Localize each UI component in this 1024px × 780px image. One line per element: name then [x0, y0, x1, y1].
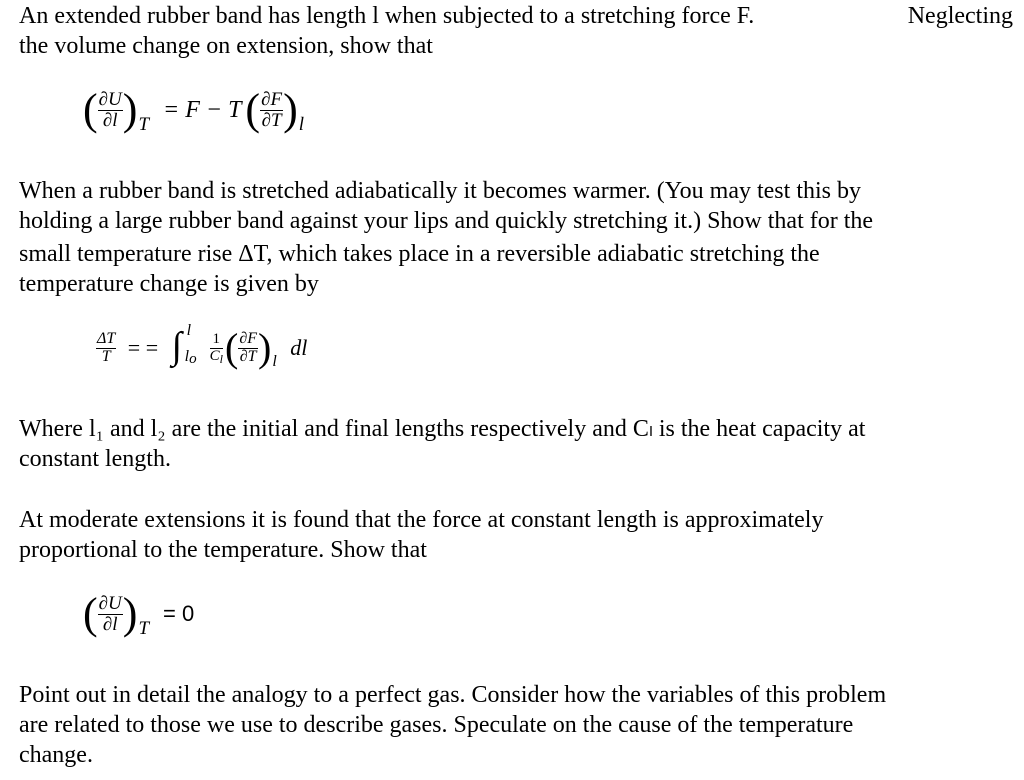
eq1-rhs-fraction: [260, 90, 283, 131]
eq2-coeff-denominator: [210, 349, 223, 365]
para5-line-2: are related to those we use to describe gases. Speculate on the cause of the temperature: [19, 712, 854, 738]
para2-line-2: holding a large rubber band against your lips and quickly stretching it.) Show that for the: [19, 208, 874, 234]
eq2-inner-fraction: [238, 331, 258, 366]
equation-1: [83, 85, 305, 135]
eq3-lhs-fraction: [98, 594, 123, 635]
eq2-lhs-numerator: ΔT: [97, 329, 116, 347]
eq3-lhs-numerator: ∂U: [98, 592, 122, 614]
para3-line-1: Where l₁ and l₂ are the initial and final lengths respectively and Cₗ is the heat capacity at: [19, 416, 866, 442]
para4-line-1: At moderate extensions it is found that the force at constant length is approximately: [19, 507, 824, 533]
intro-neglecting: Neglecting: [907, 3, 1013, 29]
eq2-coeff-numerator: 1: [210, 332, 223, 349]
eq2-integral-group: [171, 322, 212, 370]
para3-line-2: constant length.: [19, 446, 171, 472]
eq1-lhs-subscript: T: [138, 113, 150, 135]
eq1-lhs-fraction: [98, 90, 123, 131]
eq2-dl: dl: [290, 335, 308, 360]
eq2-coeff-fraction: [210, 332, 223, 365]
para4-line-2: proportional to the temperature. Show that: [19, 537, 427, 563]
eq1-rhs-numerator: ∂F: [261, 88, 283, 110]
eq2-upper-limit: l: [186, 322, 192, 339]
paren-close: ): [258, 325, 272, 370]
eq1-rhs-denominator: ∂T: [261, 109, 282, 131]
intro-line-1: An extended rubber band has length l when subjected to a stretching force F.: [19, 3, 755, 29]
para2-line-4: temperature change is given by: [19, 271, 319, 297]
intro-line-2: the volume change on extension, show that: [19, 33, 433, 59]
paren-open: (: [83, 85, 98, 134]
paren-open: (: [83, 589, 98, 638]
para5-line-1: Point out in detail the analogy to a perfect gas. Consider how the variables of this problem: [19, 682, 887, 708]
eq2-lhs-fraction: [96, 331, 116, 366]
eq2-equals: = =: [127, 335, 159, 360]
eq2-coeff-c: C: [209, 347, 220, 364]
eq1-rhs-subscript: l: [298, 113, 305, 135]
paren-open: (: [224, 325, 239, 370]
eq3-rhs: = 0: [163, 601, 195, 626]
eq2-lhs-denominator: T: [101, 347, 111, 365]
paren-close: ): [122, 85, 138, 134]
eq2-inner-subscript: l: [272, 353, 277, 371]
para2-line-1: When a rubber band is stretched adiabatically it becomes warmer. (You may test this by: [19, 178, 861, 204]
paren-close: ): [283, 85, 298, 134]
eq2-lower-limit-base: l: [184, 348, 190, 365]
eq2-inner-denominator: ∂T: [239, 347, 257, 365]
eq2-inner-numerator: ∂F: [239, 329, 257, 347]
eq3-lhs-denominator: ∂l: [102, 613, 118, 635]
eq1-lhs-numerator: ∂U: [98, 88, 122, 110]
equation-2: [96, 322, 308, 371]
paren-open: (: [245, 85, 261, 134]
eq1-lhs-denominator: ∂l: [102, 109, 118, 131]
eq2-coeff-c-subscript: l: [219, 351, 223, 366]
para2-line-3: small temperature rise ΔT, which takes place in a reversible adiabatic stretching the: [19, 241, 820, 267]
eq2-lower-limit-subscript: o: [189, 351, 197, 367]
equation-3: [83, 589, 195, 639]
paren-close: ): [122, 589, 138, 638]
integral-sign: ∫: [171, 325, 183, 367]
para5-line-3: change.: [19, 742, 93, 768]
eq1-rhs-text: = F − T: [163, 96, 242, 123]
eq2-lower-limit: [185, 348, 197, 366]
eq3-lhs-subscript: T: [138, 617, 150, 639]
